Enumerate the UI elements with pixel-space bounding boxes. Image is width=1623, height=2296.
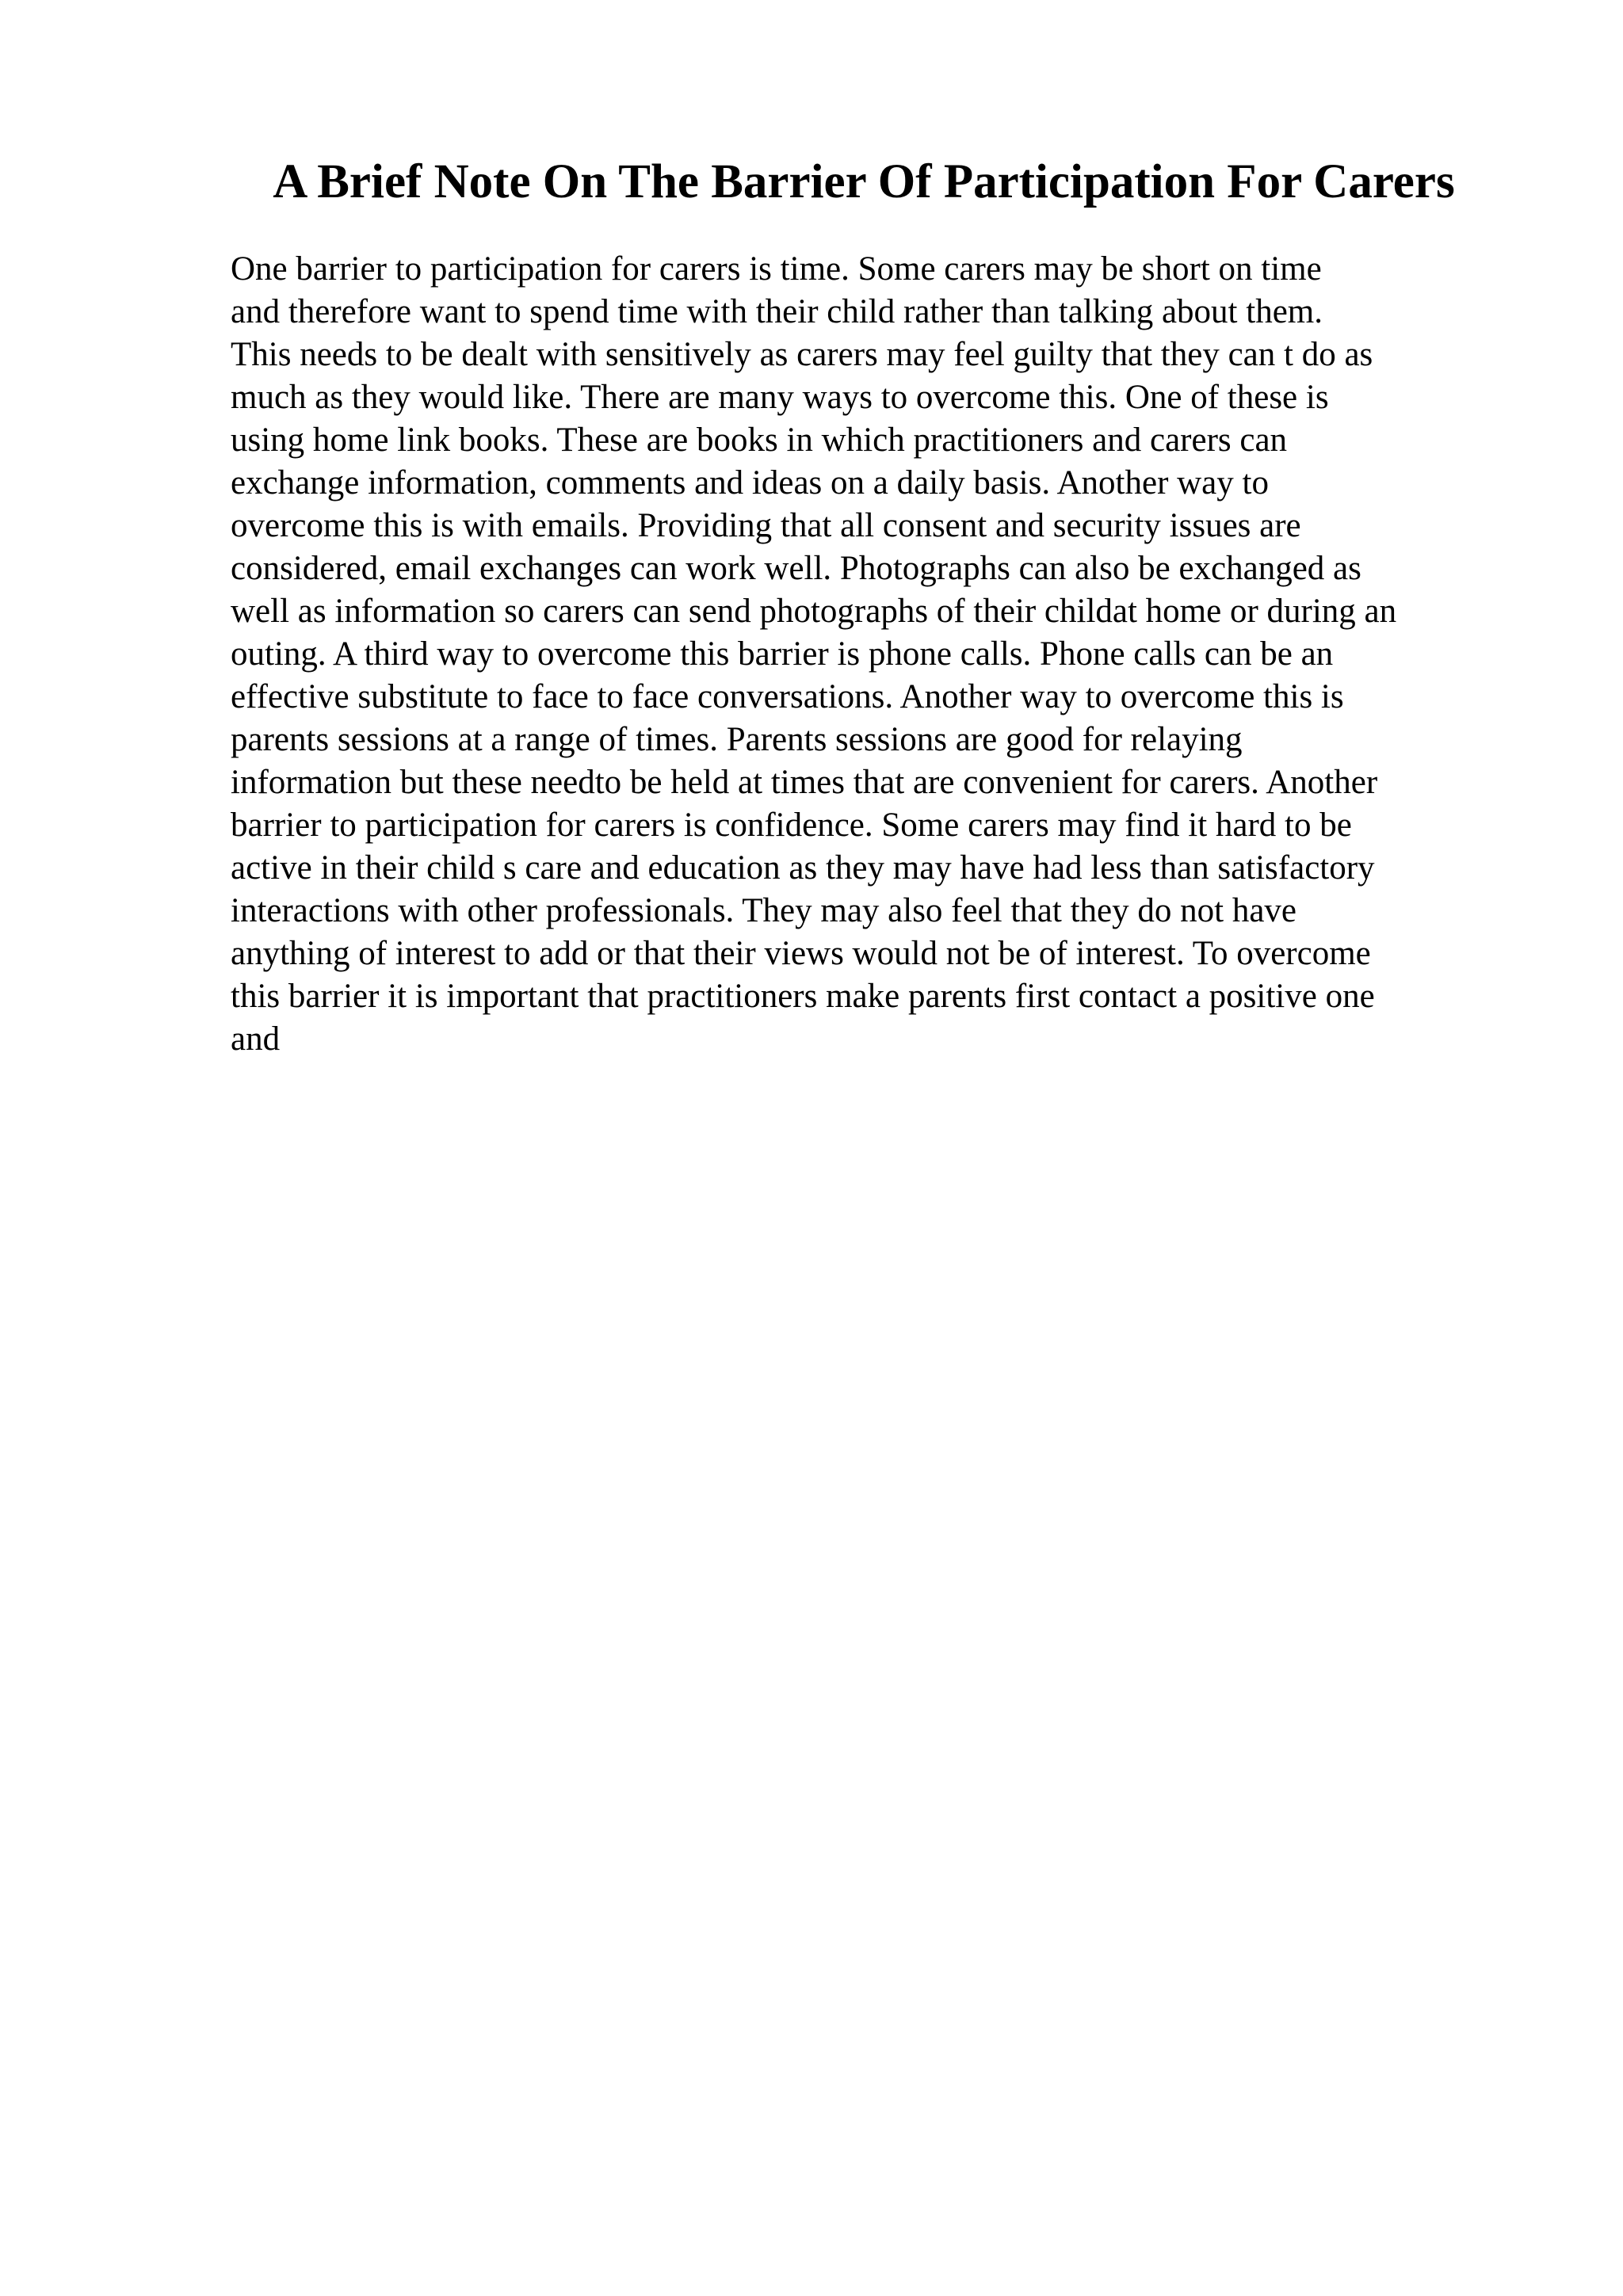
body-line: barrier to participation for carers is confidence. Some carers may find it hard to be (231, 807, 1352, 844)
body-line: considered, email exchanges can work well. Photographs can also be exchanged as (231, 550, 1361, 587)
body-line: active in their child s care and education as they may have had less than satisfactory (231, 849, 1375, 887)
body-line: exchange information, comments and ideas on a daily basis. Another way to (231, 464, 1269, 502)
body-line: One barrier to participation for carers is time. Some carers may be short on time (231, 250, 1322, 288)
body-line: overcome this is with emails. Providing that all consent and security issues are (231, 507, 1301, 544)
body-line: and therefore want to spend time with their child rather than talking about them. (231, 293, 1323, 330)
document-body (231, 248, 1530, 1061)
body-line: information but these needto be held at times that are convenient for carers. Another (231, 764, 1378, 801)
body-line: effective substitute to face to face conversations. Another way to overcome this is (231, 678, 1344, 715)
document-title: A Brief Note On The Barrier Of Participation For Carers (273, 155, 1455, 208)
body-line: this barrier it is important that practitioners make parents first contact a positive one (231, 978, 1375, 1015)
body-line: anything of interest to add or that their views would not be of interest. To overcome (231, 935, 1371, 972)
body-line: much as they would like. There are many ways to overcome this. One of these is (231, 379, 1329, 416)
body-line: This needs to be dealt with sensitively as carers may feel guilty that they can t do as (231, 336, 1373, 373)
body-line: well as information so carers can send photographs of their childat home or during an (231, 593, 1397, 630)
body-line: and (231, 1020, 281, 1058)
body-line: using home link books. These are books in which practitioners and carers can (231, 421, 1288, 459)
body-line: interactions with other professionals. They may also feel that they do not have (231, 892, 1296, 929)
body-line: outing. A third way to overcome this barrier is phone calls. Phone calls can be an (231, 635, 1334, 673)
body-line: parents sessions at a range of times. Parents sessions are good for relaying (231, 721, 1243, 758)
